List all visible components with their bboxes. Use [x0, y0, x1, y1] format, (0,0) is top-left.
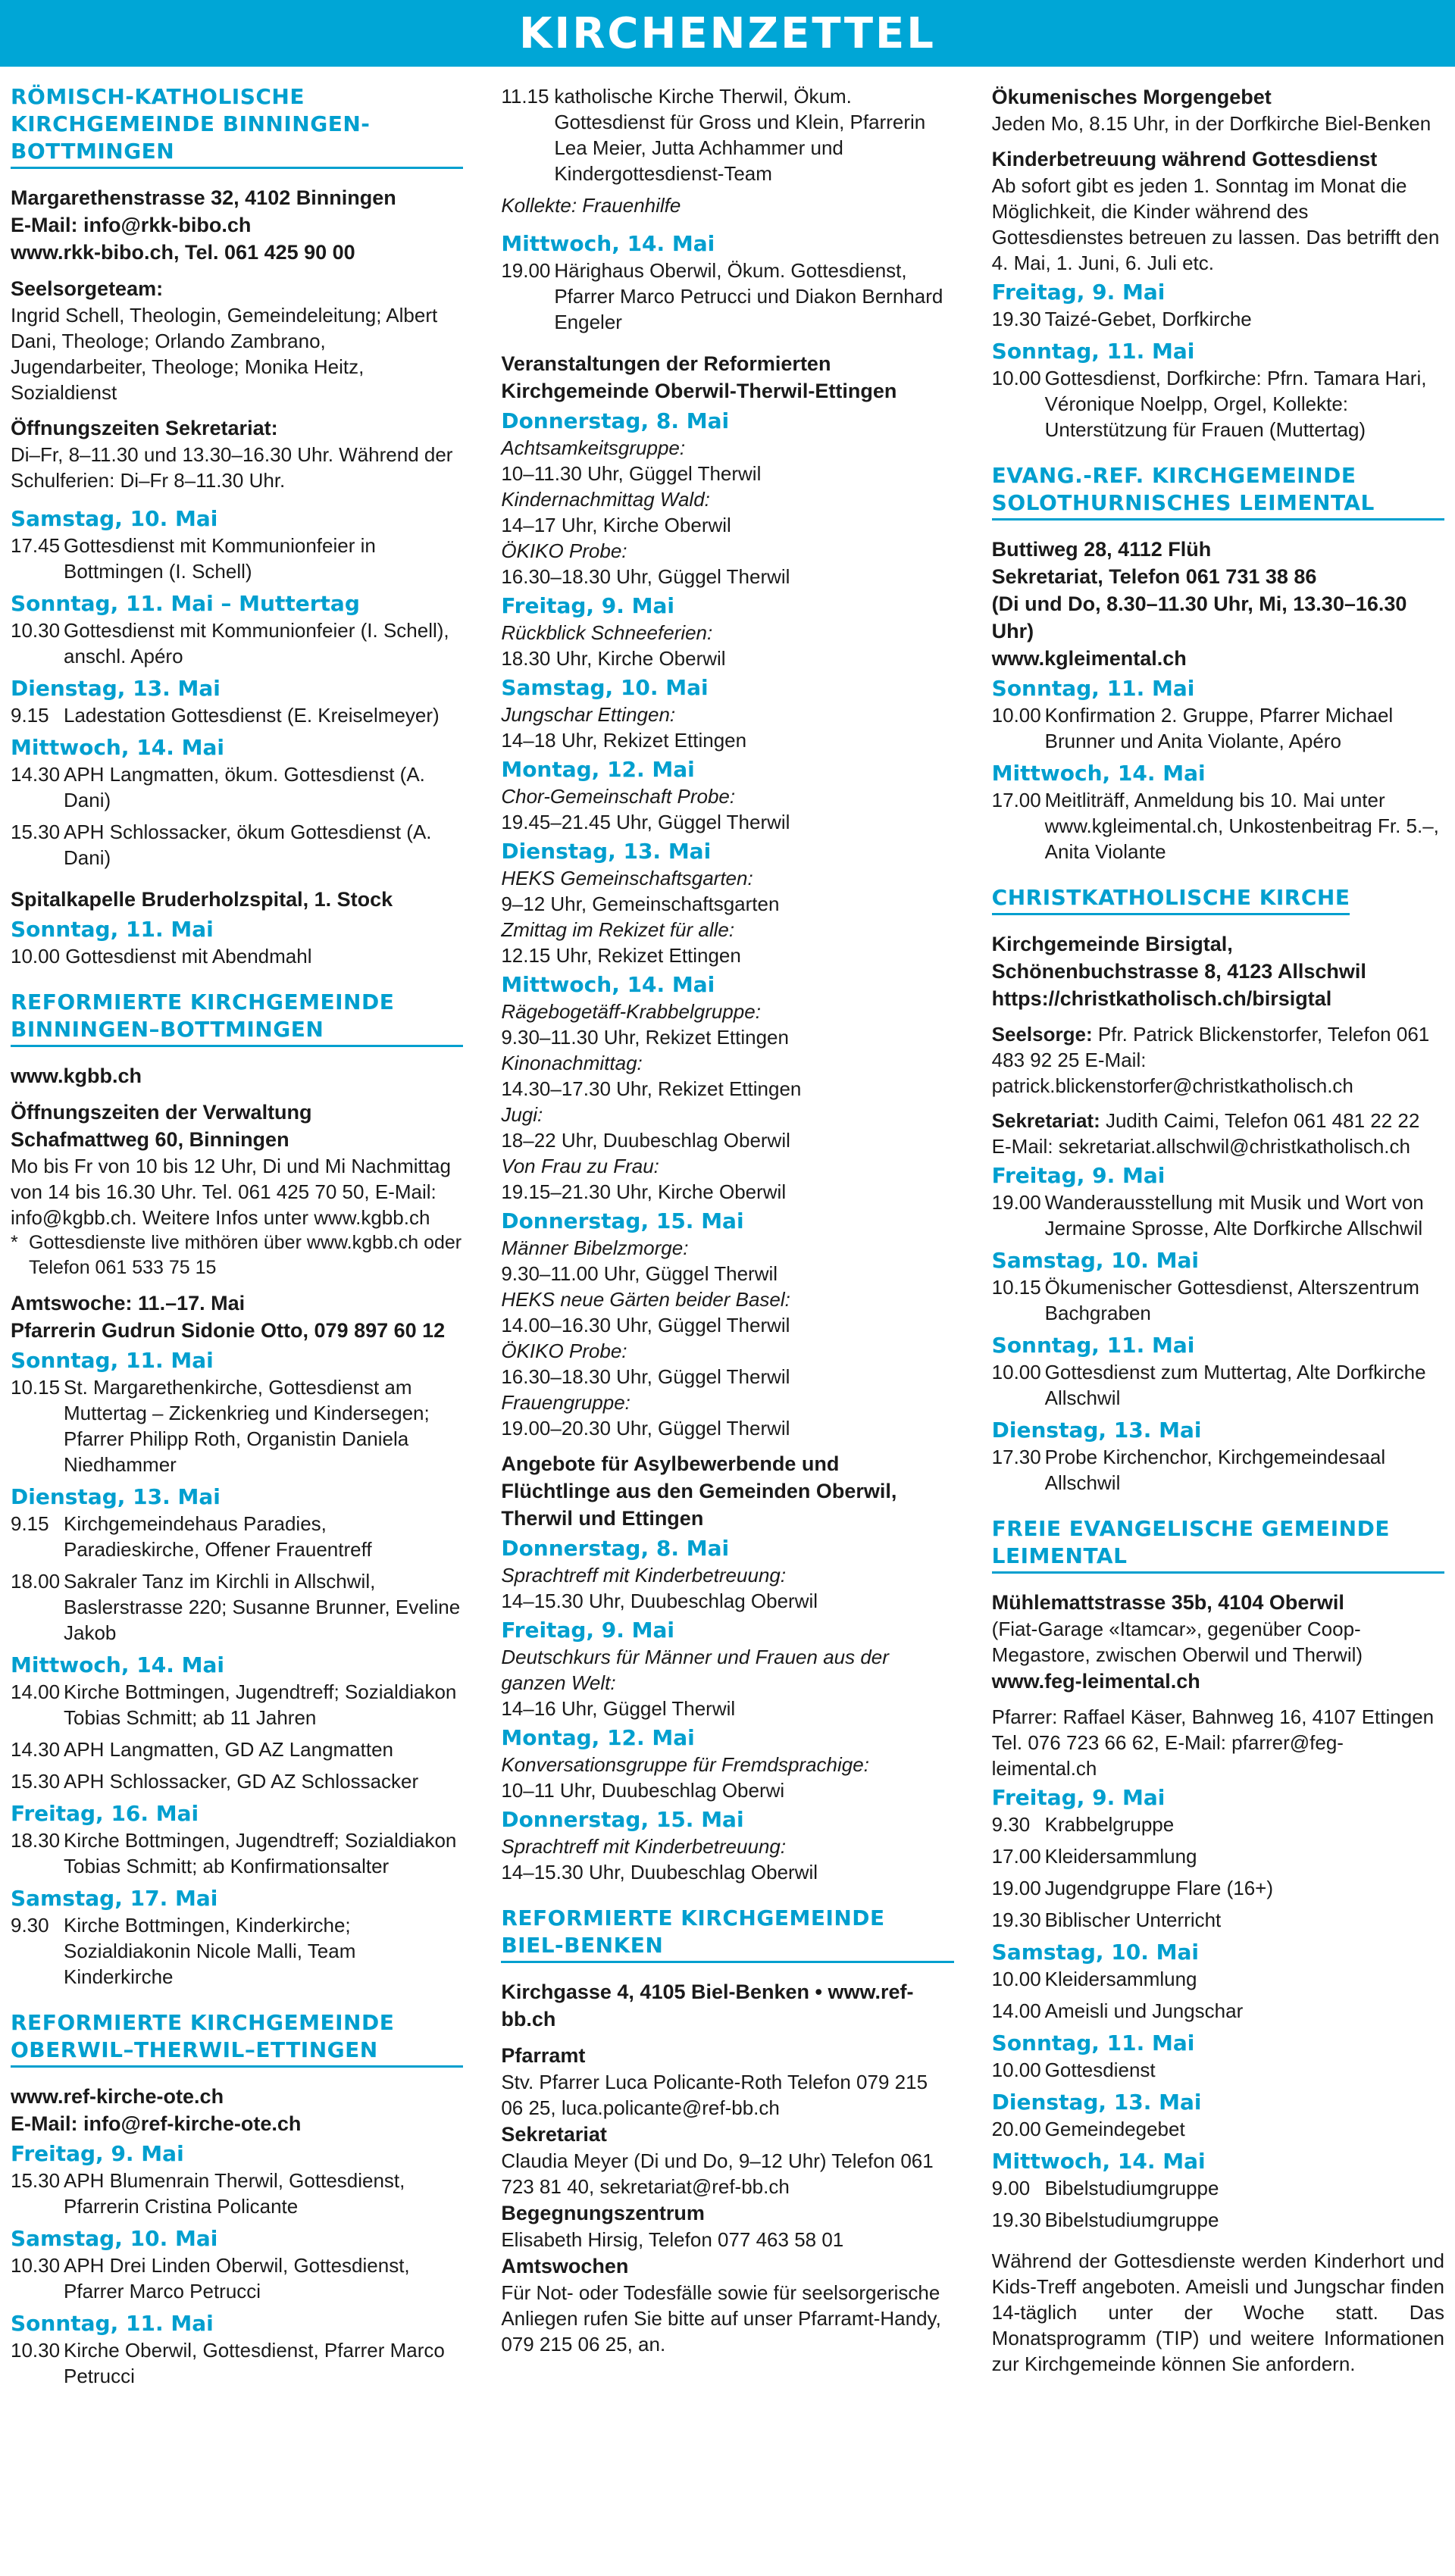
hours-text: Di–Fr, 8–11.30 und 13.30–16.30 Uhr. Während der Schulferien: Di–Fr 8–11.30 Uhr. [11, 443, 453, 492]
event [992, 1812, 1444, 1837]
page-title: KIRCHENZETTEL [519, 8, 936, 58]
activity-name: Zmittag im Rekizet für alle: [501, 918, 735, 941]
spital-title: Spitalkapelle Bruderholzspital, 1. Stock [11, 888, 393, 911]
activity-info: 18–22 Uhr, Duubeschlag Oberwil [501, 1129, 790, 1152]
event-time: 15.30 [11, 821, 61, 843]
sekretariat-label: Sekretariat [501, 2123, 607, 2146]
activity-name: Konversationsgruppe für Fremdsprachige: [501, 1753, 869, 1776]
event-text: Probe Kirchenchor, Kirchgemeindesaal Allschwil [1044, 1446, 1386, 1494]
page-title-banner [0, 0, 1455, 67]
event-time: 10.15 [11, 1376, 61, 1399]
activity-name: Kinonachmittag: [501, 1052, 643, 1074]
activity-info: 10–11 Uhr, Duubeschlag Oberwi [501, 1779, 785, 1802]
event-text: Kirche Bottmingen, Kinderkirche; Sozialdiakonin Nicole Malli, Team Kinderkirche [64, 1914, 356, 1988]
event [992, 1190, 1444, 1241]
event [11, 533, 463, 584]
day-heading: Sonntag, 11. Mai [991, 339, 1195, 364]
website[interactable]: https://christkatholisch.ch/birsigtal [991, 987, 1332, 1010]
amtswoche: Amtswoche: 11.–17. Mai [11, 1292, 246, 1315]
day-heading: Sonntag, 11. Mai [11, 2311, 214, 2336]
event-text: APH Blumenrain Therwil, Gottesdienst, Pfarrerin Cristina Policante [64, 2169, 405, 2218]
location-note: (Fiat-Garage «Itamcar», gegenüber Coop-Megastore, zwischen Oberwil und Therwil) [991, 1618, 1363, 1666]
oek-title: Ökumenisches Morgengebet [991, 86, 1272, 108]
event [992, 2116, 1444, 2142]
activity-info: 14–18 Uhr, Rekizet Ettingen [501, 729, 747, 752]
event [992, 787, 1444, 864]
day-heading: Dienstag, 13. Mai [991, 1418, 1202, 1443]
event-text: Kleidersammlung [1044, 1968, 1197, 1990]
seelsorge: Seelsorge: Pfr. Patrick Blickenstorfer, Telefon 061 483 92 25 E-Mail: patrick.blickenstorfer@christkatholisch.ch [991, 1023, 1430, 1097]
event-time: 10.15 [991, 1276, 1041, 1299]
event [11, 1568, 463, 1646]
activity-info: 14.00–16.30 Uhr, Güggel Therwil [501, 1314, 790, 1336]
event-text: Kleidersammlung [1044, 1845, 1197, 1868]
activity-name: HEKS neue Gärten beider Basel: [501, 1288, 790, 1311]
activity-info: 16.30–18.30 Uhr, Güggel Therwil [501, 1365, 790, 1388]
section-title-ref-binningen: REFORMIERTE KIRCHGEMEINDE BINNINGEN–BOTTMINGEN [11, 989, 463, 1047]
day-heading: Donnerstag, 8. Mai [501, 408, 730, 433]
event [992, 2057, 1444, 2083]
event-time: 19.00 [991, 1191, 1041, 1214]
event-time: 9.15 [11, 704, 49, 727]
activity-name: Achtsamkeitsgruppe: [501, 436, 686, 459]
day-heading: Freitag, 9. Mai [991, 280, 1166, 305]
event-text: Ameisli und Jungschar [1044, 1999, 1244, 2022]
event-text: Gottesdienst, Dorfkirche: Pfrn. Tamara Hari, Véronique Noelpp, Orgel, Kollekte: Unterstützung für Frauen (Muttertag) [1044, 367, 1427, 441]
event-time: 17.00 [991, 1845, 1041, 1868]
event-text: Sakraler Tanz im Kirchli in Allschwil, Baslerstrasse 220; Susanne Brunner, Eveline Jakob [64, 1570, 461, 1644]
activity-info: 16.30–18.30 Uhr, Güggel Therwil [501, 565, 790, 588]
veranstaltungen-title: Veranstaltungen der Reformierten Kirchgemeinde Oberwil-Therwil-Ettingen [501, 352, 897, 402]
event-time: 10.00 [991, 2059, 1041, 2081]
day-heading: Sonntag, 11. Mai [11, 917, 214, 942]
event-time: 19.30 [991, 1909, 1041, 1931]
day-heading: Samstag, 10. Mai [11, 506, 218, 531]
event-time: 17.30 [991, 1446, 1041, 1468]
kinder-text: Ab sofort gibt es jeden 1. Sonntag im Monat die Möglichkeit, die Kinder während des Gottesdienstes betreuen zu lassen. Das betrifft den 4. Mai, 1. Juni, 6. Juli etc. [991, 174, 1440, 274]
event [11, 1679, 463, 1730]
event-text: Bibelstudiumgruppe [1044, 2209, 1219, 2231]
day-heading: Freitag, 16. Mai [11, 1801, 199, 1826]
amtswochen-label: Amtswochen [501, 2255, 629, 2277]
activity-name: HEKS Gemeinschaftsgarten: [501, 867, 753, 889]
activity-info: 18.30 Uhr, Kirche Oberwil [501, 647, 726, 670]
schedule [992, 279, 1444, 442]
amtswochen-text: Für Not- oder Todesfälle sowie für seelsorgerische Anliegen rufen Sie bitte auf unser Pfarramt-Handy, 079 215 06 25, an. [501, 2281, 941, 2356]
event-time: 14.30 [11, 1738, 61, 1761]
section-title-solothurn: EVANG.-REF. KIRCHGEMEINDE SOLOTHURNISCHES LEIMENTAL [992, 462, 1444, 521]
event [992, 1274, 1444, 1326]
column-1 [11, 83, 463, 2576]
day-heading: Mittwoch, 14. Mai [501, 231, 715, 256]
event-text: Kirche Oberwil, Gottesdienst, Pfarrer Marco Petrucci [64, 2339, 445, 2387]
event-time: 18.00 [11, 1570, 61, 1593]
hours: (Di und Do, 8.30–11.30 Uhr, Mi, 13.30–16.30 Uhr) [991, 592, 1407, 642]
day-heading: Sonntag, 11. Mai [991, 2030, 1195, 2055]
event [992, 2207, 1444, 2233]
pastor-contact: Pfarrer: Raffael Käser, Bahnweg 16, 4107 Ettingen Tel. 076 723 66 62, E-Mail: pfarrer@feg-leimental.ch [991, 1705, 1435, 1780]
event-text: Gottesdienst mit Kommunionfeier in Bottmingen (I. Schell) [64, 534, 376, 583]
event-time: 10.30 [11, 2254, 61, 2277]
website[interactable]: www.rkk-bibo.ch, Tel. 061 425 90 00 [11, 241, 355, 264]
activity-info: 19.45–21.45 Uhr, Güggel Therwil [501, 811, 790, 833]
asyl-list [501, 1535, 953, 1885]
website[interactable]: www.kgleimental.ch [991, 647, 1187, 670]
day-heading: Sonntag, 11. Mai [11, 1348, 214, 1373]
column-2 [501, 83, 953, 2576]
event [992, 306, 1444, 332]
event-time: 10.00 [991, 367, 1041, 389]
day-heading: Mittwoch, 14. Mai [991, 2149, 1206, 2174]
event-time: 10.00 [991, 704, 1041, 727]
schedule [11, 1347, 463, 1990]
activity-info: 14–15.30 Uhr, Duubeschlag Oberwil [501, 1861, 818, 1884]
event [992, 702, 1444, 754]
day-heading: Donnerstag, 8. Mai [501, 1536, 730, 1561]
day-heading: Mittwoch, 14. Mai [501, 972, 715, 997]
event-text: Meitliträff, Anmeldung bis 10. Mai unter www.kgleimental.ch, Unkostenbeitrag Fr. 5.–, Anita Violante [1044, 789, 1439, 863]
event-time: 14.00 [991, 1999, 1041, 2022]
address: Margarethenstrasse 32, 4102 Binningen [11, 186, 396, 209]
event-text: APH Langmatten, ökum. Gottesdienst (A. Dani) [64, 763, 425, 811]
pfarramt-text: Stv. Pfarrer Luca Policante-Roth Telefon 079 215 06 25, luca.policante@ref-bb.ch [501, 2071, 928, 2119]
event: 19.00 Härighaus Oberwil, Ökum. Gottesdienst, Pfarrer Marco Petrucci und Diakon Bernhard Engeler [501, 259, 943, 333]
day-heading: Sonntag, 11. Mai – Muttertag [11, 591, 360, 616]
day-heading: Freitag, 9. Mai [501, 593, 674, 618]
event [992, 1359, 1444, 1411]
event-time: 10.30 [11, 619, 61, 642]
activity-name: Jugi: [501, 1103, 543, 1126]
event-time: 9.30 [991, 1813, 1031, 1836]
activity-info: 14–16 Uhr, Güggel Therwil [501, 1697, 736, 1720]
day-heading: Samstag, 17. Mai [11, 1886, 218, 1911]
event-text: Jugendgruppe Flare (16+) [1044, 1877, 1274, 1899]
event-time: 17.00 [991, 789, 1041, 811]
day-heading: Montag, 12. Mai [501, 757, 695, 782]
event-time: 19.30 [991, 2209, 1041, 2231]
activity-info: 14–17 Uhr, Kirche Oberwil [501, 514, 731, 536]
event-time: 17.45 [11, 534, 61, 557]
activity-info: 19.00–20.30 Uhr, Güggel Therwil [501, 1417, 790, 1440]
day-heading: Dienstag, 13. Mai [11, 1484, 221, 1509]
day-heading: Sonntag, 11. Mai [991, 676, 1195, 701]
day-heading: Sonntag, 11. Mai [991, 1333, 1195, 1358]
event [992, 365, 1444, 442]
asyl-title: Angebote für Asylbewerbende und Flüchtlinge aus den Gemeinden Oberwil, Therwil und Ettingen [501, 1452, 897, 1530]
event-time: 19.00 [991, 1877, 1041, 1899]
event-time: 10.00 [991, 1968, 1041, 1990]
activity-info: 10–11.30 Uhr, Güggel Therwil [501, 462, 762, 485]
activity-name: Rückblick Schneeferien: [501, 621, 713, 644]
day-heading: Samstag, 10. Mai [11, 2226, 218, 2251]
day-heading: Donnerstag, 15. Mai [501, 1208, 744, 1233]
event [11, 1374, 463, 1477]
event-text: APH Schlossacker, ökum Gottesdienst (A. Dani) [64, 821, 432, 869]
begegnung-text: Elisabeth Hirsig, Telefon 077 463 58 01 [501, 2228, 844, 2251]
event [11, 702, 463, 728]
event [992, 2175, 1444, 2201]
amtswoche-contact: Pfarrerin Gudrun Sidonie Otto, 079 897 60 12 [11, 1319, 446, 1342]
event [992, 1875, 1444, 1901]
event [11, 2337, 463, 2389]
event-text: Gemeindegebet [1044, 2118, 1185, 2140]
section-title-feg: FREIE EVANGELISCHE GEMEINDE LEIMENTAL [992, 1515, 1444, 1574]
activity-name: Deutschkurs für Männer und Frauen aus der ganzen Welt: [501, 1646, 889, 1694]
event [11, 2252, 463, 2304]
event [11, 2168, 463, 2219]
event-text: APH Schlossacker, GD AZ Schlossacker [64, 1770, 419, 1793]
phone: Sekretariat, Telefon 061 731 38 86 [991, 565, 1317, 588]
parish: Kirchgemeinde Birsigtal, [991, 933, 1233, 955]
event-text: Gottesdienst mit Kommunionfeier (I. Schell), anschl. Apéro [64, 619, 449, 667]
pfarramt-label: Pfarramt [501, 2044, 586, 2067]
activity-name: Männer Bibelzmorge: [501, 1236, 689, 1259]
admin-title: Öffnungszeiten der Verwaltung [11, 1101, 312, 1124]
event-text: St. Margarethenkirche, Gottesdienst am Muttertag – Zickenkrieg und Kindersegen; Pfarrer Philipp Roth, Organistin Daniela Niedhammer [64, 1376, 430, 1476]
schedule [11, 505, 463, 871]
event-time: 14.30 [11, 763, 61, 786]
event-time: 9.30 [11, 1914, 49, 1937]
event [11, 1768, 463, 1794]
day-heading: Dienstag, 13. Mai [991, 2090, 1202, 2115]
event [992, 1843, 1444, 1869]
activity-info: 14–15.30 Uhr, Duubeschlag Oberwil [501, 1590, 818, 1612]
event-time: 14.00 [11, 1680, 61, 1703]
activity-info: 9–12 Uhr, Gemeinschaftsgarten [501, 893, 780, 915]
day-heading: Samstag, 10. Mai [991, 1940, 1199, 1965]
event-time: 9.15 [11, 1512, 49, 1535]
event [11, 819, 463, 871]
section-title-ref-biel-benken: REFORMIERTE KIRCHGEMEINDE BIEL-BENKEN [501, 1905, 953, 1963]
spital-event: 10.00 Gottesdienst mit Abendmahl [11, 945, 312, 968]
veranstaltungen-list [501, 408, 953, 1441]
asterisk-icon: * [11, 1232, 18, 1253]
activity-info: 19.15–21.30 Uhr, Kirche Oberwil [501, 1180, 787, 1203]
day-heading: Samstag, 10. Mai [501, 675, 709, 700]
kollekte: Kollekte: Frauenhilfe [501, 194, 681, 217]
website[interactable]: www.ref-kirche-ote.ch [11, 2085, 224, 2108]
event-time: 19.30 [991, 308, 1041, 330]
activity-name: Sprachtreff mit Kinderbetreuung: [501, 1835, 787, 1858]
event-time: 15.30 [11, 2169, 61, 2192]
section-title-ref-ote: REFORMIERTE KIRCHGEMEINDE OBERWIL–THERWIL–ETTINGEN [11, 2009, 463, 2068]
day-heading: Donnerstag, 15. Mai [501, 1807, 744, 1832]
event-text: Wanderausstellung mit Musik und Wort von Jermaine Sprosse, Alte Dorfkirche Allschwil [1044, 1191, 1424, 1240]
hours-label: Öffnungszeiten Sekretariat: [11, 417, 278, 439]
columns [0, 67, 1455, 2576]
address: Kirchgasse 4, 4105 Biel-Benken • www.ref-bb.ch [501, 1980, 914, 2030]
address: Buttiweg 28, 4112 Flüh [991, 538, 1212, 561]
event-text: Bibelstudiumgruppe [1044, 2177, 1219, 2199]
day-heading: Dienstag, 13. Mai [11, 676, 221, 701]
event-text: Kirchgemeindehaus Paradies, Paradieskirche, Offener Frauentreff [64, 1512, 372, 1561]
day-heading: Dienstag, 13. Mai [501, 839, 712, 864]
event-text: Gottesdienst [1044, 2059, 1156, 2081]
activity-name: Kindernachmittag Wald: [501, 488, 710, 511]
day-heading: Freitag, 9. Mai [501, 1618, 674, 1643]
day-heading: Freitag, 9. Mai [991, 1785, 1166, 1810]
team-text: Ingrid Schell, Theologin, Gemeindeleitung; Albert Dani, Theologe; Orlando Zambrano, Jugendarbeiter, Theologe; Monika Heitz, Sozialdienst [11, 304, 438, 404]
day-heading: Mittwoch, 14. Mai [11, 735, 224, 760]
event [992, 1966, 1444, 1992]
email: E-Mail: info@ref-kirche-ote.ch [11, 2112, 302, 2135]
section-title-christkatholisch: CHRISTKATHOLISCHE KIRCHE [992, 884, 1350, 915]
activity-name: ÖKIKO Probe: [501, 539, 627, 562]
activity-name: Sprachtreff mit Kinderbetreuung: [501, 1564, 787, 1587]
team-label: Seelsorgeteam: [11, 277, 164, 300]
event [11, 761, 463, 813]
day-heading: Samstag, 10. Mai [991, 1248, 1199, 1273]
event-text: Krabbelgruppe [1044, 1813, 1175, 1836]
activity-info: 9.30–11.00 Uhr, Güggel Therwil [501, 1262, 778, 1285]
event [11, 1912, 463, 1990]
event-text: Ökumenischer Gottesdienst, Alterszentrum Bachgraben [1044, 1276, 1419, 1324]
website[interactable]: www.feg-leimental.ch [991, 1670, 1200, 1693]
admin-text: Mo bis Fr von 10 bis 12 Uhr, Di und Mi Nachmittag von 14 bis 16.30 Uhr. Tel. 061 425 70 50, E-Mail: info@kgbb.ch. Weitere Infos unter www.kgbb.ch [11, 1155, 451, 1229]
event-time: 15.30 [11, 1770, 61, 1793]
event-text: Biblischer Unterricht [1044, 1909, 1222, 1931]
event [11, 617, 463, 669]
schedule [992, 675, 1444, 864]
event-time: 10.00 [991, 1361, 1041, 1383]
activity-info: 12.15 Uhr, Rekizet Ettingen [501, 944, 741, 967]
event-text: APH Drei Linden Oberwil, Gottesdienst, Pfarrer Marco Petrucci [64, 2254, 410, 2302]
schedule [11, 2140, 463, 2389]
event [11, 1511, 463, 1562]
closing-note: Während der Gottesdienste werden Kinderhort und Kids-Treff angeboten. Ameisli und Jungschar finden 14-täglich unter der Woche statt. Das Monatsprogramm (TIP) und weitere Informationen zur Kirchgemeinde können Sie anfordern. [991, 2249, 1444, 2375]
activity-info: 9.30–11.30 Uhr, Rekizet Ettingen [501, 1026, 789, 1049]
activity-name: Von Frau zu Frau: [501, 1155, 659, 1177]
activity-name: ÖKIKO Probe: [501, 1340, 627, 1362]
event-text: APH Langmatten, GD AZ Langmatten [64, 1738, 394, 1761]
day-heading: Mittwoch, 14. Mai [11, 1652, 224, 1677]
website[interactable]: www.kgbb.ch [11, 1064, 142, 1087]
event-text: Kirche Bottmingen, Jugendtreff; Sozialdiakon Tobias Schmitt; ab 11 Jahren [64, 1680, 457, 1729]
event [11, 1827, 463, 1879]
event [992, 1907, 1444, 1933]
schedule [992, 1162, 1444, 1496]
admin-address: Schafmattweg 60, Binningen [11, 1128, 289, 1151]
live-note: * Gottesdienste live mithören über www.kgbb.ch oder Telefon 061 533 75 15 [11, 1230, 463, 1280]
event-text: Ladestation Gottesdienst (E. Kreiselmeyer) [64, 704, 440, 727]
begegnung-label: Begegnungszentrum [501, 2202, 705, 2224]
address: Mühlemattstrasse 35b, 4104 Oberwil [991, 1591, 1344, 1614]
activity-info: 14.30–17.30 Uhr, Rekizet Ettingen [501, 1077, 802, 1100]
event-text: Kirche Bottmingen, Jugendtreff; Sozialdiakon Tobias Schmitt; ab Konfirmationsalter [64, 1829, 457, 1877]
activity-name: Frauengruppe: [501, 1391, 630, 1414]
day-heading: Montag, 12. Mai [501, 1725, 695, 1750]
column-3 [992, 83, 1444, 2576]
event-text: Konfirmation 2. Gruppe, Pfarrer Michael Brunner und Anita Violante, Apéro [1044, 704, 1394, 752]
event-text: Gottesdienst zum Muttertag, Alte Dorfkirche Allschwil [1044, 1361, 1426, 1409]
event-time: 10.30 [11, 2339, 61, 2362]
email: E-Mail: info@rkk-bibo.ch [11, 214, 252, 236]
event-time: 9.00 [991, 2177, 1031, 2199]
event [11, 1737, 463, 1762]
schedule [992, 1784, 1444, 2233]
event-time: 20.00 [991, 2118, 1041, 2140]
oek-text: Jeden Mo, 8.15 Uhr, in der Dorfkirche Biel-Benken [991, 112, 1432, 135]
kinder-title: Kinderbetreuung während Gottesdienst [991, 148, 1378, 170]
day-heading: Mittwoch, 14. Mai [991, 761, 1206, 786]
section-title-rkk-binningen: RÖMISCH-KATHOLISCHE KIRCHGEMEINDE BINNINGEN-BOTTMINGEN [11, 83, 463, 169]
sekretariat: Sekretariat: Judith Caimi, Telefon 061 481 22 22 E-Mail: sekretariat.allschwil@christkatholisch.ch [991, 1109, 1420, 1158]
day-heading: Freitag, 9. Mai [11, 2141, 184, 2166]
event [992, 1444, 1444, 1496]
activity-name: Jungschar Ettingen: [501, 703, 676, 726]
event: 11.15 katholische Kirche Therwil, Ökum. Gottesdienst für Gross und Klein, Pfarrerin Lea Meier, Jutta Achhammer und Kindergottesdienst-Team [501, 85, 926, 185]
activity-name: Rägebogetäff-Krabbelgruppe: [501, 1000, 761, 1023]
sekretariat-text: Claudia Meyer (Di und Do, 9–12 Uhr) Telefon 061 723 81 40, sekretariat@ref-bb.ch [501, 2149, 934, 2198]
event [992, 1998, 1444, 2024]
address: Schönenbuchstrasse 8, 4123 Allschwil [991, 960, 1366, 983]
day-heading: Freitag, 9. Mai [991, 1163, 1166, 1188]
activity-name: Chor-Gemeinschaft Probe: [501, 785, 736, 808]
event-time: 18.30 [11, 1829, 61, 1852]
event-text: Taizé-Gebet, Dorfkirche [1044, 308, 1252, 330]
